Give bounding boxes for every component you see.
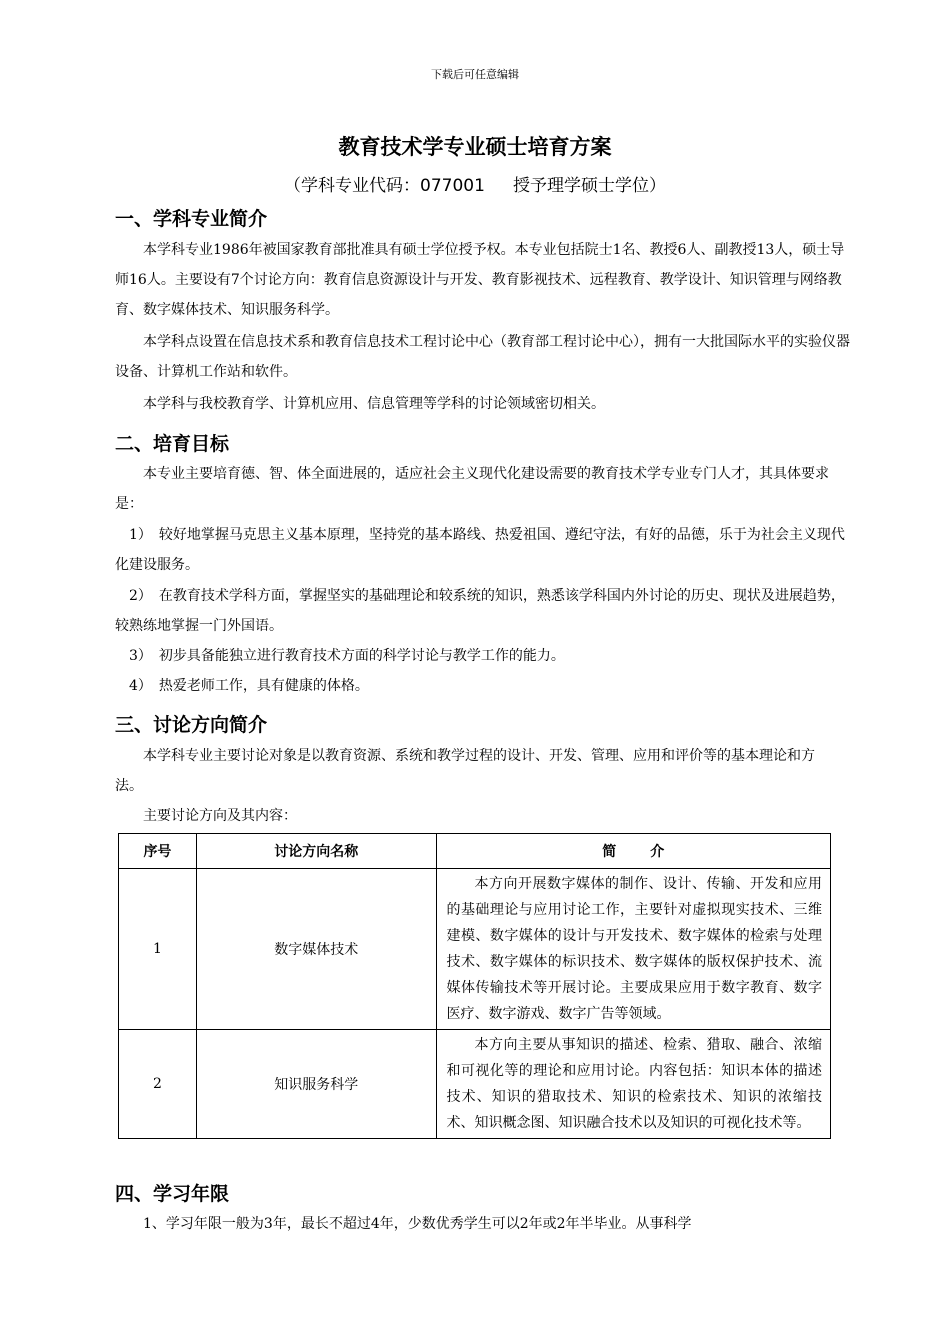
table-header-desc: 简介 <box>436 834 830 869</box>
section-3-paragraph-1: 本学科专业主要讨论对象是以教育资源、系统和教学过程的设计、开发、管理、应用和评价等的基本理论和方法。 <box>115 748 815 794</box>
goal-item-4-text: 热爱老师工作，具有健康的体格。 <box>158 678 369 694</box>
table-cell-desc <box>436 1030 830 1139</box>
section-2-heading: 二、培育目标 <box>115 433 230 455</box>
goal-item-2 <box>115 581 850 641</box>
section-2-paragraph-1: 本专业主要培育德、智、体全面进展的，适应社会主义现代化建设需要的教育技术学专业专门人才，其具体要求是： <box>115 466 829 512</box>
table-cell-desc-text: 本方向主要从事知识的描述、检索、猎取、融合、浓缩和可视化等的理论和应用讨论。内容包括：知识本体的描述技术、知识的猎取技术、知识的检索技术、知识的浓缩技术、知识概念图、知识融合技术以及知识的可视化技术等。 <box>446 1037 822 1131</box>
goal-item-1-num: 1） <box>129 527 145 543</box>
table-header-num: 序号 <box>119 834 197 869</box>
table-header-name: 讨论方向名称 <box>196 834 436 869</box>
goal-item-2-text: 在教育技术学科方面，掌握坚实的基础理论和较系统的知识，熟悉该学科国内外讨论的历史、现状及进展趋势，较熟练地掌握一门外国语。 <box>115 588 845 634</box>
table-cell-desc <box>436 869 830 1030</box>
table-cell-name: 知识服务科学 <box>196 1030 436 1139</box>
section-1-paragraph-1: 本学科专业1986年被国家教育部批准具有硕士学位授予权。本专业包括院士1名、教授6人、副教授13人，硕士导师16人。主要设有7个讨论方向：教育信息资源设计与开发、教育影视技术、远程教育、教学设计、知识管理与网络教育、数字媒体技术、知识服务科学。 <box>115 242 845 318</box>
section-3-paragraph-2: 主要讨论方向及其内容： <box>143 808 297 824</box>
goal-item-1 <box>115 520 850 580</box>
subtitle-degree: 授予理学硕士学位） <box>512 176 666 196</box>
goal-item-4 <box>115 671 850 701</box>
document-subtitle <box>0 171 950 196</box>
header-note: 下载后可任意编辑 <box>431 68 519 81</box>
section-4-heading: 四、学习年限 <box>115 1183 230 1205</box>
section-1-paragraph-2: 本学科点设置在信息技术系和教育信息技术工程讨论中心（教育部工程讨论中心），拥有一大批国际水平的实验仪器设备、计算机工作站和软件。 <box>115 334 850 380</box>
table-cell-name: 数字媒体技术 <box>196 869 436 1030</box>
goal-item-2-num: 2） <box>129 588 145 604</box>
document-title: 教育技术学专业硕士培育方案 <box>338 135 612 159</box>
table-row <box>119 1030 831 1139</box>
section-1-heading: 一、学科专业简介 <box>115 208 268 230</box>
section-4-paragraph-1: 1、学习年限一般为3年，最长不超过4年，少数优秀学生可以2年或2年半毕业。从事科学 <box>143 1216 692 1232</box>
table-cell-num: 2 <box>119 1030 197 1139</box>
table-cell-num: 1 <box>119 869 197 1030</box>
section-3-heading: 三、讨论方向简介 <box>115 714 268 736</box>
goal-item-3-num: 3） <box>129 648 145 664</box>
goal-item-1-text: 较好地掌握马克思主义基本原理，坚持党的基本路线、热爱祖国、遵纪守法，有好的品德，乐于为社会主义现代化建设服务。 <box>115 527 845 573</box>
goal-item-3 <box>115 641 850 671</box>
goal-item-3-text: 初步具备能独立进行教育技术方面的科学讨论与教学工作的能力。 <box>158 648 565 664</box>
table-cell-desc-text: 本方向开展数字媒体的制作、设计、传输、开发和应用的基础理论与应用讨论工作，主要针对虚拟现实技术、三维建模、数字媒体的设计与开发技术、数字媒体的检索与处理技术、数字媒体的标识技术、数字媒体的版权保护技术、流媒体传输技术等开展讨论。主要成果应用于数字教育、数字医疗、数字游戏、数字广告等领域。 <box>446 876 822 1022</box>
goal-item-4-num: 4） <box>129 678 145 694</box>
subtitle-code: （学科专业代码：077001 <box>284 176 485 196</box>
table-row <box>119 869 831 1030</box>
table-header-row <box>119 834 831 869</box>
section-1-paragraph-3: 本学科与我校教育学、计算机应用、信息管理等学科的讨论领域密切相关。 <box>143 396 605 412</box>
research-directions-table <box>118 833 831 1139</box>
